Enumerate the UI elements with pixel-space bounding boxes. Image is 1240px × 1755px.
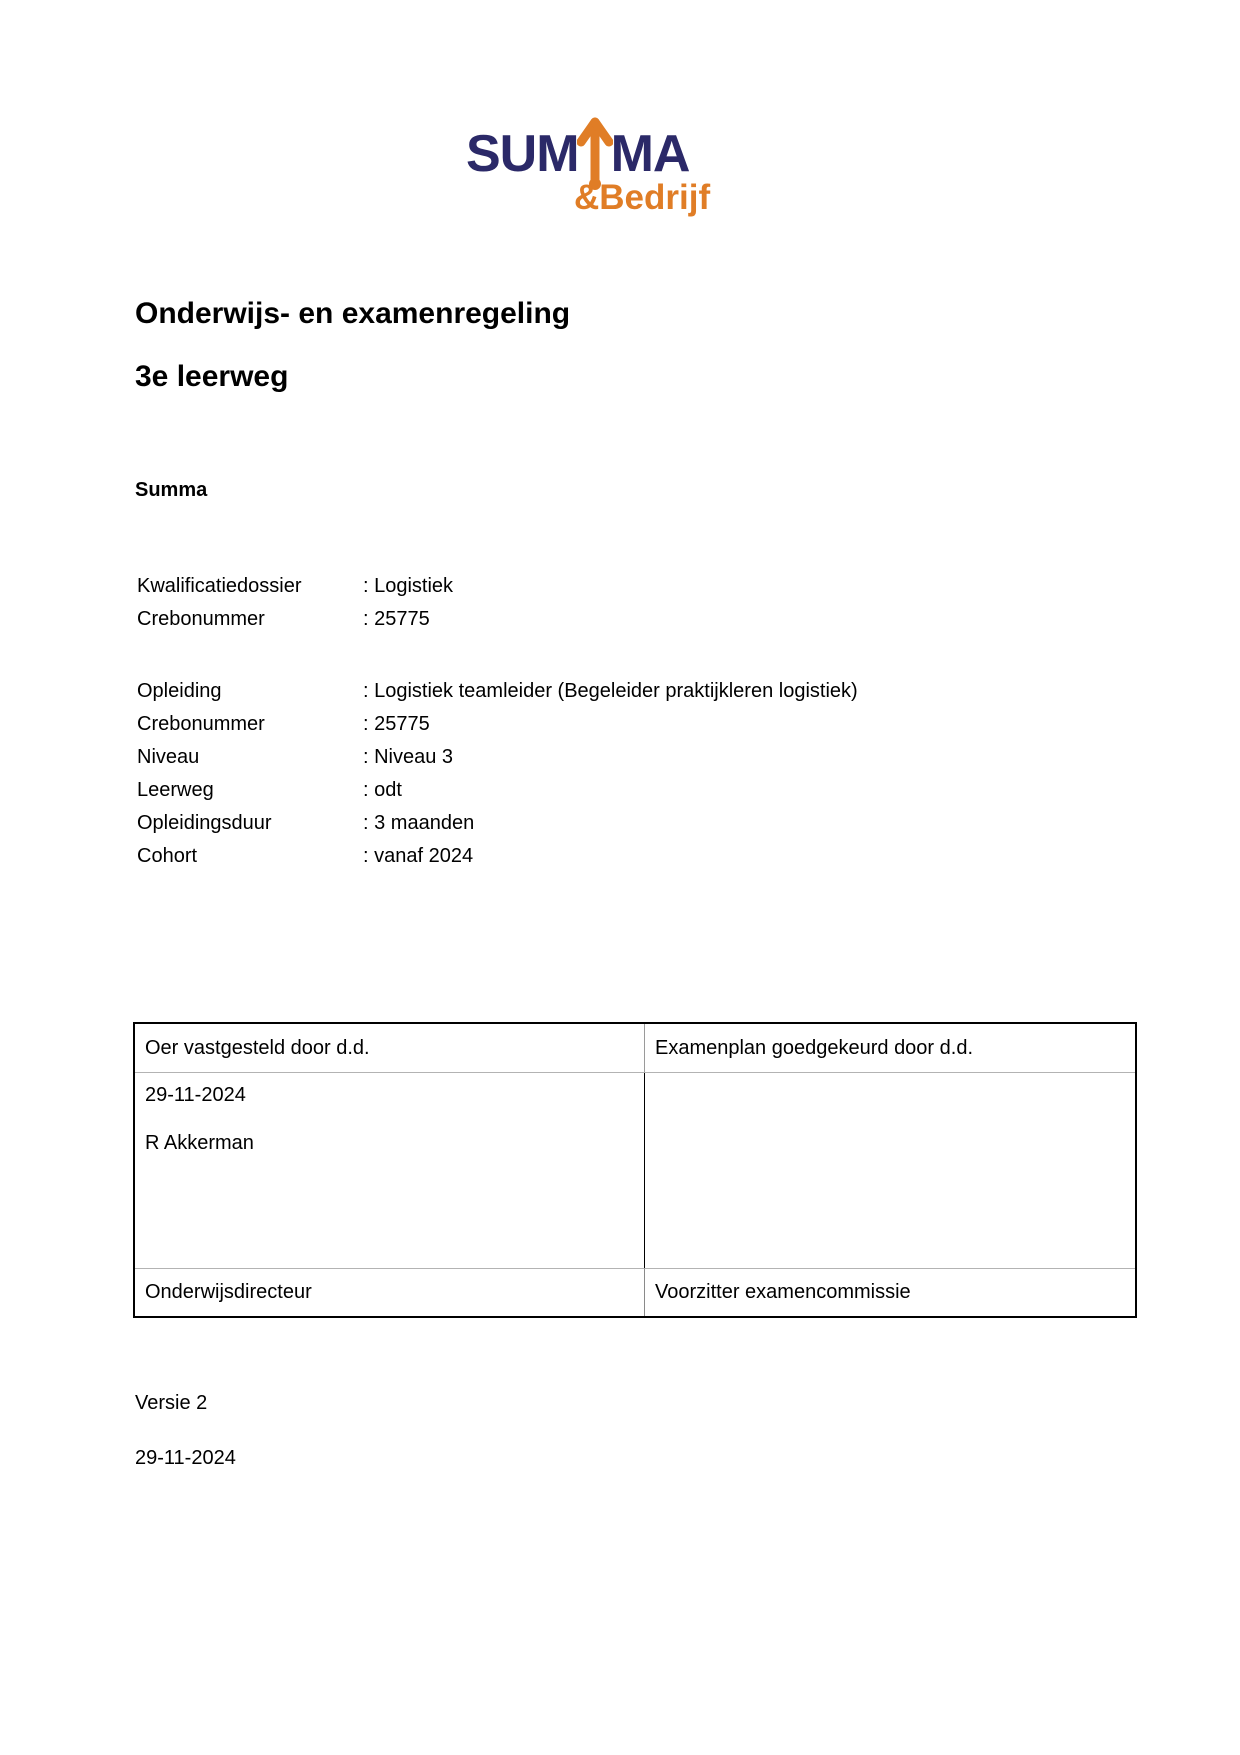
detail-label: Crebonummer (137, 608, 265, 630)
detail-row (137, 741, 858, 774)
detail-row (137, 708, 858, 741)
detail-value: : 25775 (363, 608, 430, 630)
version-label: Versie 2 (135, 1392, 208, 1414)
document-title-line1: Onderwijs- en examenregeling (135, 297, 571, 330)
detail-label: Niveau (137, 746, 200, 768)
detail-label: Opleiding (137, 680, 222, 702)
logo-tagline: &Bedrijf (574, 178, 711, 217)
summa-logo (466, 116, 710, 215)
version-date: 29-11-2024 (135, 1447, 236, 1469)
table-body-cell-left (135, 1073, 645, 1268)
table-footer-cell-onderwijsdirecteur: Onderwijsdirecteur (135, 1268, 645, 1316)
approval-table (133, 1022, 1137, 1318)
details-group-2 (137, 675, 858, 873)
detail-row (137, 774, 858, 807)
detail-row (137, 807, 858, 840)
section-heading-summa: Summa (135, 479, 208, 501)
table-header-cell-oer: Oer vastgesteld door d.d. (135, 1024, 645, 1073)
detail-label: Cohort (137, 845, 198, 867)
detail-value: : odt (363, 779, 402, 801)
detail-label: Kwalificatiedossier (137, 575, 302, 597)
detail-label: Crebonummer (137, 713, 265, 735)
detail-value: : vanaf 2024 (363, 845, 474, 867)
detail-label: Leerweg (137, 779, 214, 801)
detail-value: : Niveau 3 (363, 746, 454, 768)
logo-summa-left-text: SUM (466, 125, 579, 183)
detail-value: : Logistiek (363, 575, 454, 597)
table-footer-cell-voorzitter: Voorzitter examencommissie (645, 1268, 1135, 1316)
approver-name-text: R Akkerman (145, 1132, 254, 1154)
detail-row (137, 603, 453, 636)
logo-wordmark (466, 116, 710, 183)
table-header-cell-examenplan: Examenplan goedgekeurd door d.d. (645, 1024, 1135, 1073)
approval-date-text: 29-11-2024 (145, 1084, 246, 1106)
detail-value: : Logistiek teamleider (Begeleider praktijkleren logistiek) (363, 680, 858, 702)
detail-value: : 25775 (363, 713, 430, 735)
detail-row (137, 840, 858, 873)
document-title-line2: 3e leerweg (135, 360, 289, 393)
details-group-1 (137, 570, 453, 636)
table-body-cell-right (645, 1073, 1135, 1268)
detail-row (137, 675, 858, 708)
detail-value: : 3 maanden (363, 812, 475, 834)
logo-summa-right-text: MA (610, 125, 690, 183)
detail-label: Opleidingsduur (137, 812, 272, 834)
detail-row (137, 570, 453, 603)
